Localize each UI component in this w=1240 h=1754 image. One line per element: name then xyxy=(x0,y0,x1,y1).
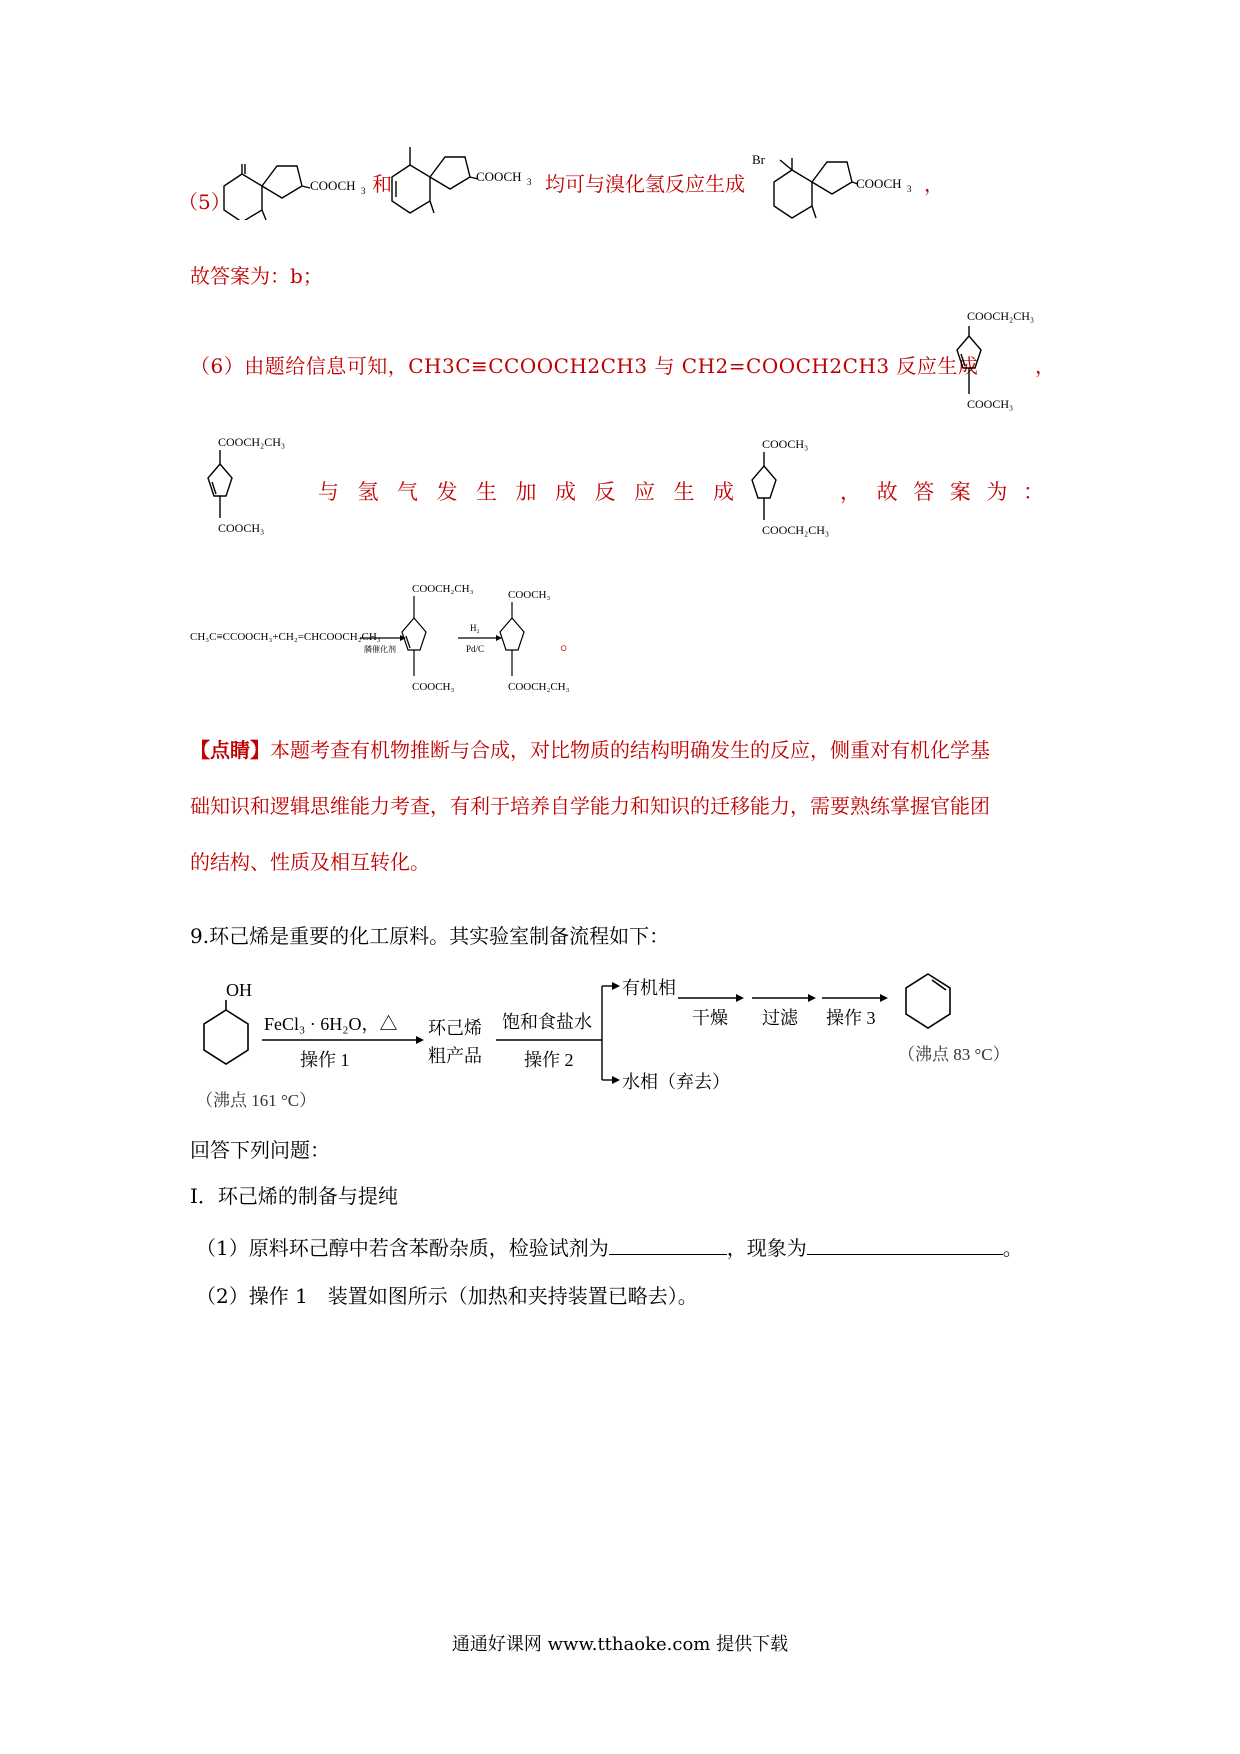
q6-line1: （6）由题给信息可知，CH3C≡CCOOCH2CH3 与 CH2=COOCH2CH3 反应生成 xyxy=(190,354,979,378)
comment-line1 xyxy=(190,722,1060,778)
q5-answer: 故答案为：b； xyxy=(190,264,323,288)
q5-ester-label-2: COOCH xyxy=(476,169,522,184)
q6-mid-char: 生 xyxy=(476,480,497,504)
flow-dry: 干燥 xyxy=(692,1008,728,1028)
q5-ester-label-3: COOCH xyxy=(856,176,902,191)
flow-oh: OH xyxy=(226,980,252,1000)
q9-flow-diagram xyxy=(190,968,1050,1118)
q6-product-2 xyxy=(740,430,840,538)
q5-comma: ， xyxy=(924,172,944,196)
q6-answer-char: 为 xyxy=(986,480,1008,504)
q9-section1: I．环己烯的制备与提纯 xyxy=(190,1184,398,1208)
q5-number: （5） xyxy=(178,190,231,214)
q6-p2-top-label: COOCH₃ xyxy=(762,437,809,451)
q6-p1r-bottom-label: COOCH₃ xyxy=(218,521,265,535)
flow-crude-1: 环己烯 xyxy=(428,1018,482,1038)
q5-ester-sub-3: 3 xyxy=(907,184,912,194)
q6-product-1 xyxy=(945,302,1045,412)
page-footer: 通通好课网 www.tthaoke.com 提供下载 xyxy=(451,1634,789,1655)
q6-comma2: ， xyxy=(840,480,861,504)
comment-line2: 础知识和逻辑思维能力考查，有利于培养自学能力和知识的迁移能力，需要熟练掌握官能团 xyxy=(190,794,990,818)
scheme-cond2-top: H₂ xyxy=(470,623,480,633)
q9-title: 9.环己烯是重要的化工原料。其实验室制备流程如下： xyxy=(190,924,670,948)
scheme-reactants: CH₃C≡CCOOCH₃+CH₂=CHCOOCH₂CH₃ xyxy=(190,631,381,643)
q6-period: 。 xyxy=(560,630,580,654)
flow-filter: 过滤 xyxy=(762,1008,798,1028)
q5-br-label: Br xyxy=(752,152,765,167)
q6-answer-text xyxy=(840,476,1044,506)
flow-brine: 饱和食盐水 xyxy=(502,1012,592,1032)
comment-line1-text: 本题考查有机物推断与合成，对比物质的结构明确发生的反应，侧重对有机化学基 xyxy=(270,738,990,762)
scheme-cond1: 膦催化剂 xyxy=(364,645,396,654)
q9-prompt: 回答下列问题： xyxy=(190,1138,330,1162)
q6-mid-char: 发 xyxy=(436,480,458,504)
scheme-prod-top: COOCH₃ xyxy=(508,589,551,601)
q5-product-molecule xyxy=(752,148,932,226)
scheme-int-top: COOCH₂CH₃ xyxy=(412,583,474,595)
q6-mid-char: 气 xyxy=(397,480,418,504)
q9-sub1-part-a: （1）原料环己醇中若含苯酚杂质，检验试剂为 xyxy=(196,1236,609,1260)
flow-bp-start: （沸点 161 °C） xyxy=(196,1091,317,1110)
q6-reaction-scheme xyxy=(190,578,590,698)
q9-sub2: （2）操作 1 装置如图所示（加热和夹持装置已略去）。 xyxy=(196,1284,698,1308)
q5-molecule-2 xyxy=(388,145,548,220)
q6-answer-char: 故 xyxy=(876,480,898,504)
q6-p1-top-label: COOCH₂CH₃ xyxy=(967,309,1035,323)
scheme-cond2-bottom: Pd/C xyxy=(466,644,485,654)
q5-ester-sub-1: 3 xyxy=(361,186,366,196)
flow-op1: 操作 1 xyxy=(300,1050,350,1070)
q6-p1r-top-label: COOCH₂CH₃ xyxy=(218,435,286,449)
flow-bp-end: （沸点 83 °C） xyxy=(898,1045,1010,1064)
q6-mid-char: 成 xyxy=(713,480,734,504)
answer-blank-phenomenon[interactable] xyxy=(807,1234,1003,1255)
q5-text: 均可与溴化氢反应生成 xyxy=(545,172,745,196)
answer-blank-reagent[interactable] xyxy=(609,1234,727,1255)
q5-ester-label-1: COOCH xyxy=(310,178,356,193)
flow-crude-2: 粗产品 xyxy=(428,1046,482,1066)
q6-comma1: ， xyxy=(1035,354,1055,378)
q6-mid-char: 应 xyxy=(634,480,655,504)
comment-line3: 的结构、性质及相互转化。 xyxy=(190,850,430,874)
q6-mid-char: 成 xyxy=(555,480,576,504)
flow-op2: 操作 2 xyxy=(524,1050,574,1070)
q9-sub1 xyxy=(196,1232,1023,1261)
flow-op3: 操作 3 xyxy=(826,1008,876,1028)
q9-sub1-part-b: ，现象为 xyxy=(726,1236,807,1260)
scheme-prod-bottom: COOCH₂CH₃ xyxy=(508,681,570,693)
q6-mid-char: 氢 xyxy=(357,480,379,504)
q6-answer-char: 答 xyxy=(913,480,935,504)
q6-mid-char: 加 xyxy=(515,480,537,504)
q6-answer-char: ： xyxy=(1022,480,1044,504)
flow-organic-phase: 有机相 xyxy=(622,978,676,998)
q6-product-1-repeat xyxy=(196,428,306,536)
q5-and: 和 xyxy=(372,172,392,196)
q6-p1-bottom-label: COOCH₃ xyxy=(967,397,1014,411)
flow-aqueous-phase: 水相（弃去） xyxy=(622,1072,730,1092)
q5-molecule-1 xyxy=(222,152,382,220)
q6-answer-char: 案 xyxy=(949,480,971,504)
q6-mid-text xyxy=(318,476,734,506)
q6-p2-bottom-label: COOCH₂CH₃ xyxy=(762,523,830,537)
q6-mid-char: 与 xyxy=(318,480,339,504)
q9-sub1-part-c: 。 xyxy=(1002,1236,1023,1260)
comment-block xyxy=(190,722,1060,890)
flow-reagent: FeCl₃ · 6H₂O，△ xyxy=(264,1014,398,1034)
q6-mid-char: 反 xyxy=(594,480,616,504)
q5-ester-sub-2: 3 xyxy=(527,177,532,187)
scheme-int-bottom: COOCH₃ xyxy=(412,681,455,693)
comment-tag: 【点睛】 xyxy=(190,738,270,762)
q6-mid-char: 生 xyxy=(673,480,695,504)
